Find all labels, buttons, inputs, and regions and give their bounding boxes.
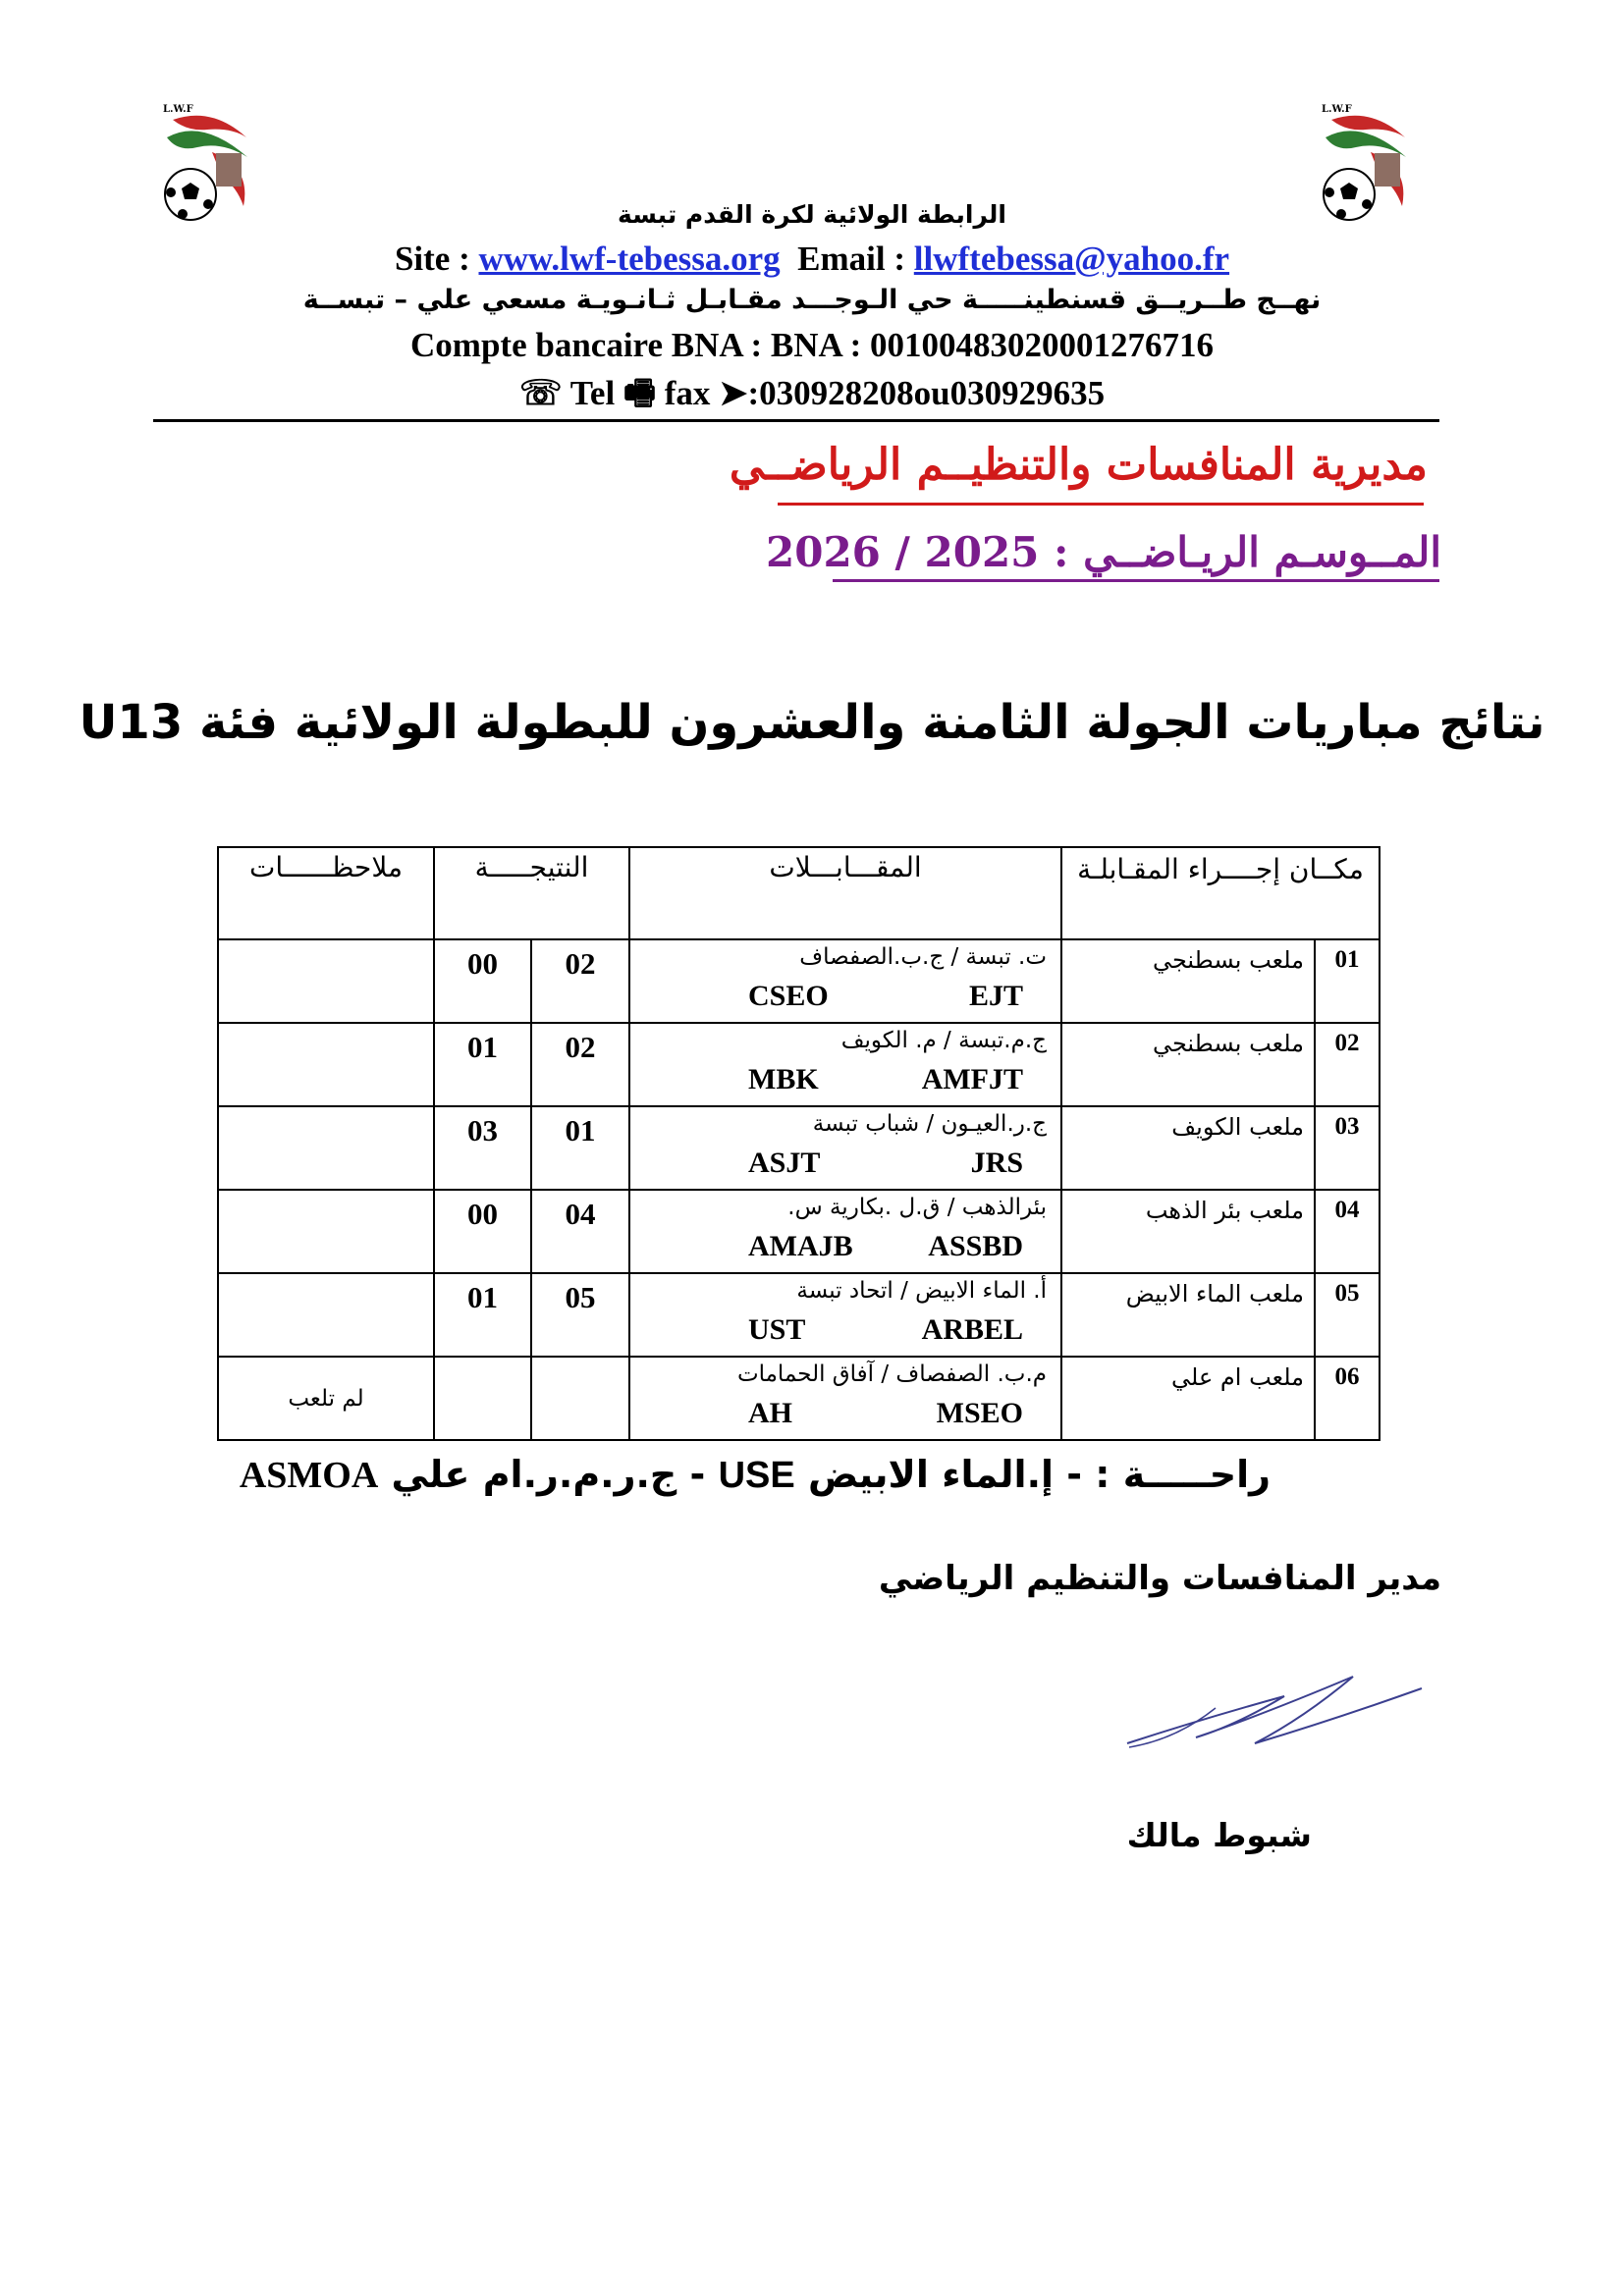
directorate-underline: [778, 503, 1424, 506]
rest-teams-line: [240, 1453, 1271, 1497]
fax-icon: 🖷: [623, 374, 656, 412]
match-number: 05: [1315, 1273, 1380, 1357]
match-teams: [629, 1357, 1061, 1440]
bank-account: Compte bancaire BNA : BNA : 00100483020001276716: [410, 326, 1214, 364]
header-venue: مكــان إجــــراء المقـابلـة: [1061, 847, 1380, 939]
home-code: AMFJT: [921, 1063, 1024, 1095]
site-label: Site :: [394, 240, 470, 278]
home-code: MSEO: [936, 1397, 1024, 1429]
match-teams: [629, 1273, 1061, 1357]
email-link[interactable]: llwftebessa@yahoo.fr: [913, 240, 1230, 278]
rest-label: راحـــــة: [1122, 1453, 1271, 1496]
home-code: EJT: [968, 980, 1024, 1012]
teams-arabic: أ. الماء الابيض / اتحاد تبسة: [796, 1278, 1048, 1304]
match-note: [218, 1273, 434, 1357]
home-code: ARBEL: [921, 1313, 1024, 1346]
match-note: [218, 1190, 434, 1273]
header-matches: المقـــابـــلات: [629, 847, 1061, 939]
address: نهــج طــريــق قسنطينـــــة حي الـوجـــد مقـابـل ثـانـويـة مسعي علي – تبســة: [302, 285, 1322, 315]
arrow-icon: ➤: [719, 374, 748, 412]
teams-arabic: ج.ر.العيـون / شباب تبسة: [812, 1111, 1048, 1137]
fax-label: fax: [664, 374, 711, 412]
match-note: [218, 1023, 434, 1106]
season-label: المــوسـم الريـاضــي : 2025 / 2026: [766, 528, 1441, 576]
score-away: 03: [434, 1106, 531, 1190]
score-home: 01: [531, 1106, 629, 1190]
match-venue: ملعب الماء الابيض: [1061, 1273, 1315, 1357]
results-table: [217, 846, 1380, 1441]
away-code: AH: [748, 1397, 793, 1429]
home-code: ASSBD: [928, 1230, 1024, 1262]
score-home: 02: [531, 1023, 629, 1106]
rest-team2-code: ASMOA: [239, 1455, 379, 1496]
league-name: الرابطة الولائية لكرة القدم تبسة: [618, 200, 1006, 229]
teams-arabic: ج.م.تبسة / م. الكويف: [840, 1028, 1048, 1053]
rest-colon: :: [1095, 1453, 1110, 1496]
match-venue: ملعب الكويف: [1061, 1106, 1315, 1190]
table-row: [218, 1190, 1380, 1273]
match-teams: [629, 939, 1061, 1023]
page-title: نتائج مباريات الجولة الثامنة والعشرون للبطولة الولائية فئة U13: [79, 695, 1545, 750]
score-away: 00: [434, 1190, 531, 1273]
contact-line: [0, 240, 1624, 279]
signature: [1058, 1649, 1439, 1811]
rest-team1-code: USE: [718, 1455, 795, 1496]
rest-team2-ar: ج.ر.م.ر.ام علي: [391, 1453, 677, 1496]
phone-numbers: :030928208ou030929635: [747, 374, 1106, 412]
score-home: [531, 1357, 629, 1440]
match-number: 04: [1315, 1190, 1380, 1273]
score-away: 00: [434, 939, 531, 1023]
table-row: [218, 1357, 1380, 1440]
rest-separator: -: [689, 1453, 706, 1496]
header-result: النتيجـــــة: [434, 847, 629, 939]
table-row: [218, 939, 1380, 1023]
match-venue: ملعب بسطنجي: [1061, 1023, 1315, 1106]
teams-arabic: بئرالذهب / ق.ل .بكارية س.: [787, 1195, 1048, 1220]
match-number: 06: [1315, 1357, 1380, 1440]
score-away: 01: [434, 1273, 531, 1357]
table-row: [218, 1106, 1380, 1190]
match-number: 02: [1315, 1023, 1380, 1106]
phone-icon: ☏: [518, 374, 563, 412]
match-teams: [629, 1190, 1061, 1273]
home-code: JRS: [970, 1147, 1024, 1179]
season-underline: [833, 579, 1439, 582]
match-number: 01: [1315, 939, 1380, 1023]
match-note: لم تلعب: [218, 1357, 434, 1440]
header-divider: [153, 419, 1439, 422]
site-link[interactable]: www.lwf-tebessa.org: [478, 240, 781, 278]
header-notes: ملاحظــــــات: [218, 847, 434, 939]
score-home: 05: [531, 1273, 629, 1357]
rest-team1-ar: - إ.الماء الابيض: [807, 1453, 1083, 1496]
score-home: 02: [531, 939, 629, 1023]
away-code: CSEO: [748, 980, 829, 1012]
teams-arabic: م.ب. الصفصاف / آفاق الحمامات: [736, 1362, 1048, 1387]
match-note: [218, 1106, 434, 1190]
away-code: AMAJB: [748, 1230, 853, 1262]
match-venue: ملعب بئر الذهب: [1061, 1190, 1315, 1273]
match-number: 03: [1315, 1106, 1380, 1190]
match-note: [218, 939, 434, 1023]
score-home: 04: [531, 1190, 629, 1273]
away-code: ASJT: [748, 1147, 821, 1179]
score-away: 01: [434, 1023, 531, 1106]
table-row: [218, 1023, 1380, 1106]
score-away: [434, 1357, 531, 1440]
match-venue: ملعب بسطنجي: [1061, 939, 1315, 1023]
away-code: UST: [748, 1313, 806, 1346]
logo-text: L.W.F: [1322, 104, 1352, 115]
match-teams: [629, 1023, 1061, 1106]
teams-arabic: ت. تبسة / ج.ب.الصفصاف: [799, 944, 1048, 970]
signer-name: شبوط مالك: [1126, 1816, 1312, 1854]
directorate-title: مديرية المنافسات والتنظيــم الرياضــي: [729, 440, 1428, 490]
match-teams: [629, 1106, 1061, 1190]
logo-text: L.W.F: [163, 104, 193, 115]
table-header-row: [218, 847, 1380, 939]
match-venue: ملعب ام علي: [1061, 1357, 1315, 1440]
away-code: MBK: [748, 1063, 819, 1095]
email-label: Email :: [797, 240, 906, 278]
table-row: [218, 1273, 1380, 1357]
director-title: مدير المنافسات والتنظيم الرياضي: [878, 1559, 1441, 1598]
tel-label: Tel: [569, 374, 616, 412]
